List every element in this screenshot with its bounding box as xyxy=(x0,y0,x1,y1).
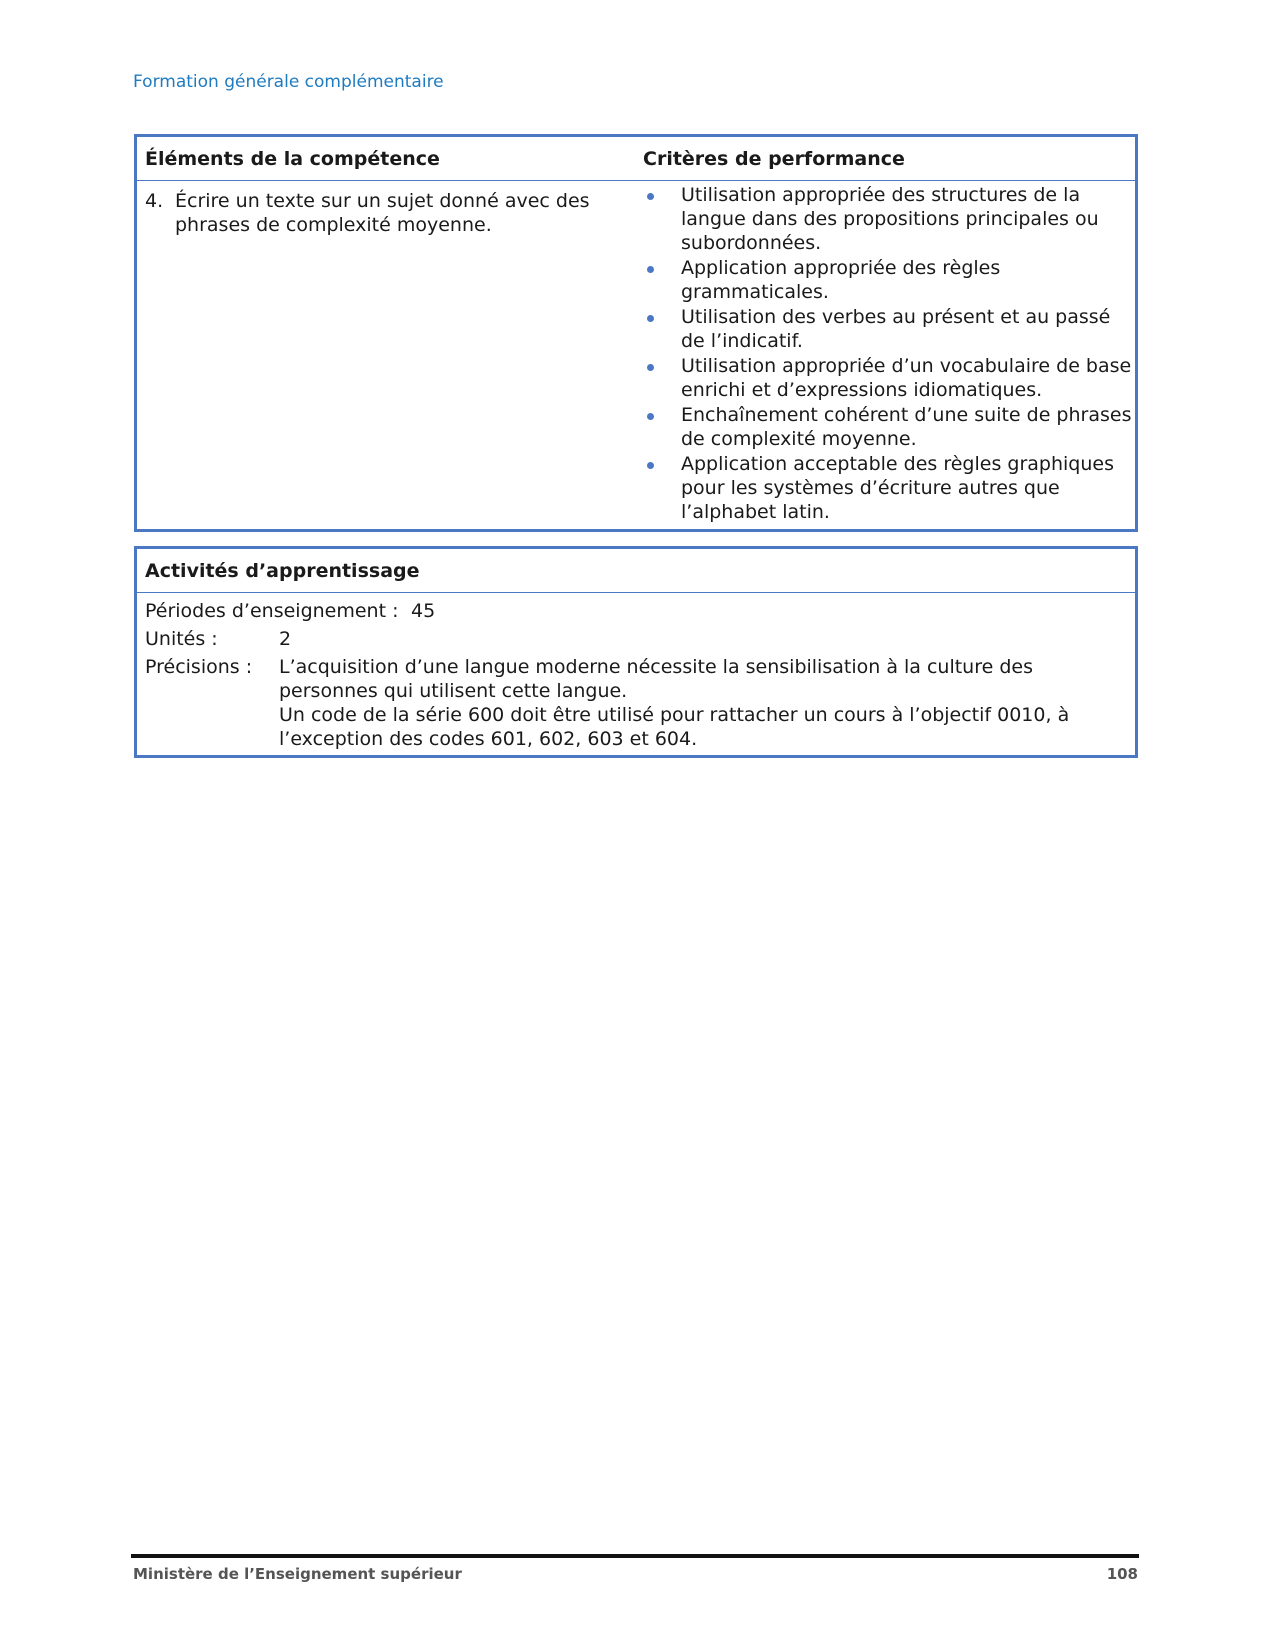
bullet-icon xyxy=(647,266,654,273)
precisions-row xyxy=(145,655,1125,751)
learning-activities-box xyxy=(134,546,1138,758)
competence-element xyxy=(145,189,595,237)
footer-ministry: Ministère de l’Enseignement supérieur xyxy=(133,1565,462,1583)
criteria-column-header: Critères de performance xyxy=(643,147,905,170)
criteria-list xyxy=(643,183,1133,525)
criteria-item: Utilisation des verbes au présent et au passé de l’indicatif. xyxy=(643,305,1133,353)
precisions-text-1: L’acquisition d’une langue moderne nécessite la sensibilisation à la culture des personnes qui utilisent cette langue. xyxy=(279,656,1033,702)
activities-title: Activités d’apprentissage xyxy=(137,549,1135,593)
bullet-icon xyxy=(647,364,654,371)
page-header-title: Formation générale complémentaire xyxy=(133,72,444,92)
element-number: 4. xyxy=(145,190,164,212)
bullet-icon xyxy=(647,462,654,469)
bullet-icon xyxy=(647,315,654,322)
activities-details xyxy=(145,599,1125,755)
footer-divider xyxy=(131,1554,1139,1558)
bullet-icon xyxy=(647,193,654,200)
criteria-item: Application acceptable des règles graphiques pour les systèmes d’écriture autres que l’alphabet latin. xyxy=(643,452,1133,524)
page-number: 108 xyxy=(1106,1565,1138,1583)
criteria-item: Utilisation appropriée d’un vocabulaire de base enrichi et d’expressions idiomatiques. xyxy=(643,354,1133,402)
units-label: Unités : xyxy=(145,628,218,650)
elements-column-header: Éléments de la compétence xyxy=(145,147,440,170)
criteria-item: Enchaînement cohérent d’une suite de phrases de complexité moyenne. xyxy=(643,403,1133,451)
periods-row xyxy=(145,599,1125,623)
precisions-text-2: Un code de la série 600 doit être utilisé pour rattacher un cours à l’objectif 0010, à l’exception des codes 601, 602, 603 et 604. xyxy=(279,704,1070,750)
competence-table-header xyxy=(137,137,1135,181)
precisions-label: Précisions : xyxy=(145,656,253,678)
criteria-item: Application appropriée des règles grammaticales. xyxy=(643,256,1133,304)
competence-table xyxy=(134,134,1138,532)
criteria-item: Utilisation appropriée des structures de la langue dans des propositions principales ou subordonnées. xyxy=(643,183,1133,255)
periods-label: Périodes d’enseignement : xyxy=(145,600,399,622)
periods-value: 45 xyxy=(411,600,436,622)
units-row xyxy=(145,627,1125,651)
bullet-icon xyxy=(647,413,654,420)
units-value: 2 xyxy=(279,628,292,650)
element-text: Écrire un texte sur un sujet donné avec des phrases de complexité moyenne. xyxy=(175,190,590,236)
